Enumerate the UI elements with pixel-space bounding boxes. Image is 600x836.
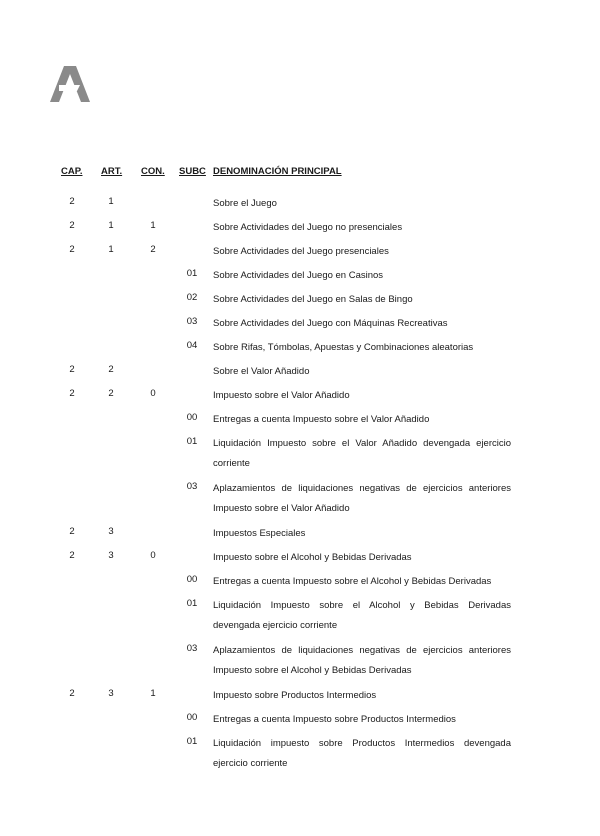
subc-cell: 03 [186,643,198,654]
denominacion-cell: Sobre el Juego [213,198,277,209]
table-row [0,336,600,360]
denominacion-cell: Liquidación impuesto sobre Productos Intermedios devengada ejercicio corriente [213,738,511,769]
denominacion-cell: Sobre Actividades del Juego presenciales [213,246,389,257]
header-cap: CAP. [61,166,83,177]
header-con: CON. [141,166,165,177]
cap-cell: 2 [69,220,75,231]
cap-cell: 2 [69,244,75,255]
junta-andalucia-logo-icon [50,66,90,102]
table-row [0,639,600,684]
con-cell: 1 [150,220,156,231]
subc-cell: 04 [186,340,198,351]
denominacion-cell: Liquidación Impuesto sobre el Alcohol y Bebidas Derivadas devengada ejercicio corriente [213,600,511,631]
con-cell: 0 [150,388,156,399]
table-row [0,384,600,408]
denominacion-cell: Impuestos Especiales [213,528,306,539]
table-row [0,684,600,708]
table-row [0,708,600,732]
cap-cell: 2 [69,688,75,699]
denominacion-cell: Sobre Actividades del Juego no presenciales [213,222,403,233]
table-row [0,288,600,312]
header-denominacion: DENOMINACIÓN PRINCIPAL [213,166,342,177]
subc-cell: 01 [186,268,198,279]
art-cell: 1 [108,196,114,207]
cap-cell: 2 [69,364,75,375]
denominacion-cell: Impuesto sobre el Valor Añadido [213,390,350,401]
table-row [0,192,600,216]
con-cell: 0 [150,550,156,561]
denominacion-cell: Aplazamientos de liquidaciones negativas de ejercicios anteriores Impuesto sobre el Valor Añadido [213,483,511,514]
art-cell: 2 [108,364,114,375]
denominacion-cell: Impuesto sobre Productos Intermedios [213,690,377,701]
subc-cell: 01 [186,598,198,609]
table-header [0,166,600,180]
cap-cell: 2 [69,196,75,207]
denominacion-cell: Sobre Actividades del Juego con Máquinas Recreativas [213,318,448,329]
subc-cell: 00 [186,574,198,585]
table-row [0,594,600,639]
art-cell: 3 [108,688,114,699]
art-cell: 2 [108,388,114,399]
subc-cell: 00 [186,712,198,723]
denominacion-cell: Sobre Rifas, Tómbolas, Apuestas y Combinaciones aleatorias [213,342,474,353]
table-row [0,264,600,288]
table-row [0,360,600,384]
art-cell: 3 [108,526,114,537]
cap-cell: 2 [69,550,75,561]
art-cell: 1 [108,220,114,231]
cap-cell: 2 [69,526,75,537]
con-cell: 1 [150,688,156,699]
subc-cell: 00 [186,412,198,423]
denominacion-cell: Aplazamientos de liquidaciones negativas de ejercicios anteriores Impuesto sobre el Alcohol y Bebidas Derivadas [213,645,511,676]
subc-cell: 01 [186,436,198,447]
table-row [0,216,600,240]
table-row [0,477,600,522]
table-row [0,312,600,336]
con-cell: 2 [150,244,156,255]
denominacion-cell: Liquidación Impuesto sobre el Valor Añadido devengada ejercicio corriente [213,438,511,469]
denominacion-cell: Entregas a cuenta Impuesto sobre el Valor Añadido [213,414,430,425]
denominacion-cell: Sobre Actividades del Juego en Casinos [213,270,384,281]
header-subc: SUBC [179,166,206,177]
denominacion-cell: Entregas a cuenta Impuesto sobre Productos Intermedios [213,714,456,725]
art-cell: 3 [108,550,114,561]
denominacion-cell: Sobre el Valor Añadido [213,366,310,377]
table-row [0,570,600,594]
denominacion-cell: Impuesto sobre el Alcohol y Bebidas Derivadas [213,552,412,563]
art-cell: 1 [108,244,114,255]
table-row [0,240,600,264]
subc-cell: 03 [186,481,198,492]
denominacion-cell: Sobre Actividades del Juego en Salas de Bingo [213,294,413,305]
table-row [0,546,600,570]
classification-table [0,192,600,777]
table-row [0,732,600,777]
table-row [0,432,600,477]
table-row [0,522,600,546]
subc-cell: 03 [186,316,198,327]
table-row [0,408,600,432]
subc-cell: 02 [186,292,198,303]
denominacion-cell: Entregas a cuenta Impuesto sobre el Alcohol y Bebidas Derivadas [213,576,492,587]
subc-cell: 01 [186,736,198,747]
header-art: ART. [101,166,123,177]
cap-cell: 2 [69,388,75,399]
